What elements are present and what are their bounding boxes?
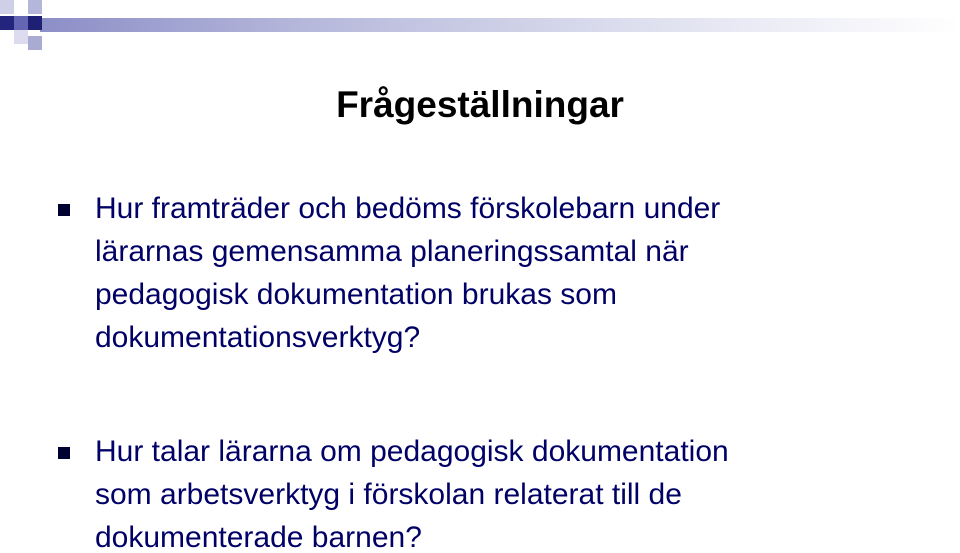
bullet-item-line: pedagogisk dokumentation brukas som (95, 278, 617, 311)
slide-title: Frågeställningar (336, 84, 624, 125)
bullet-item-line: Hur talar lärarna om pedagogisk dokumentation (95, 435, 729, 468)
bullet-item-line: dokumenterade barnen? (95, 521, 422, 553)
bullet-item (95, 187, 720, 359)
bullet-item-line: lärarnas gemensamma planeringssamtal när (95, 235, 689, 268)
square-bullet-icon (58, 447, 70, 459)
bullet-item-line: som arbetsverktyg i förskolan relaterat till de (95, 478, 682, 511)
square-bullet-icon (58, 204, 70, 216)
bullet-item-line: dokumentationsverktyg? (95, 321, 421, 354)
bullet-item (95, 430, 729, 553)
bullet-item-line: Hur framträder och bedöms förskolebarn under (95, 192, 721, 225)
